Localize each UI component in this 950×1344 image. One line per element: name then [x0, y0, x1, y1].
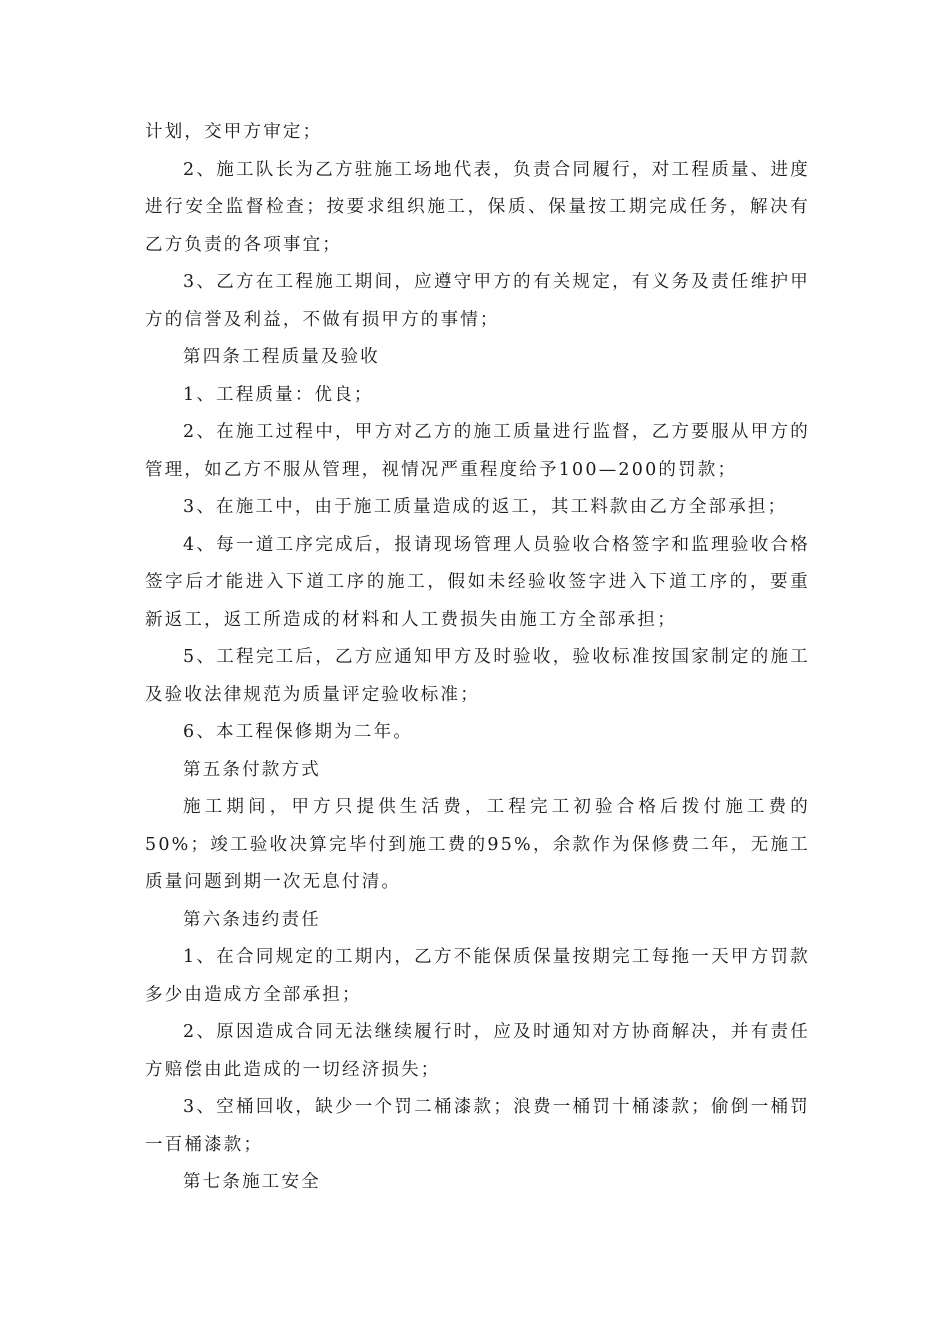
- paragraph-clause-6-2: 2、原因造成合同无法继续履行时，应及时通知对方协商解决，并有责任方赔偿由此造成的一切经济损失；: [145, 1022, 810, 1080]
- section-heading-article-4: 第四条工程质量及验收: [183, 347, 380, 367]
- paragraph-continuation: 计划，交甲方审定；: [145, 122, 323, 142]
- paragraph-payment-terms: 施工期间，甲方只提供生活费，工程完工初验合格后拨付施工费的50%；竣工验收决算完毕付到施工费的95%，余款作为保修费二年，无施工质量问题到期一次无息付清。: [145, 797, 810, 892]
- paragraph-clause-3-3: 3、乙方在工程施工期间，应遵守甲方的有关规定，有义务及责任维护甲方的信誉及利益，不做有损甲方的事情；: [145, 272, 810, 330]
- paragraph-clause-6-3: 3、空桶回收，缺少一个罚二桶漆款；浪费一桶罚十桶漆款；偷倒一桶罚一百桶漆款；: [145, 1097, 810, 1155]
- paragraph-clause-3-2: 2、施工队长为乙方驻施工场地代表，负责合同履行，对工程质量、进度进行安全监督检查；按要求组织施工，保质、保量按工期完成任务，解决有乙方负责的各项事宜；: [145, 159, 810, 255]
- section-heading-article-6: 第六条违约责任: [183, 909, 321, 930]
- paragraph-clause-4-6: 6、本工程保修期为二年。: [183, 722, 414, 742]
- paragraph-clause-4-4: 4、每一道工序完成后，报请现场管理人员验收合格签字和监理验收合格签字后才能进入下道工序的施工，假如未经验收签字进入下道工序的，要重新返工，返工所造成的材料和人工费损失由施工方全部承担；: [145, 534, 810, 630]
- paragraph-clause-4-5: 5、工程完工后，乙方应通知甲方及时验收，验收标准按国家制定的施工及验收法律规范为质量评定验收标准；: [145, 647, 810, 705]
- paragraph-clause-4-3: 3、在施工中，由于施工质量造成的返工，其工料款由乙方全部承担；: [183, 497, 788, 517]
- section-heading-article-5: 第五条付款方式: [183, 759, 321, 780]
- document-body: [145, 114, 810, 1202]
- section-heading-article-7: 第七条施工安全: [183, 1172, 321, 1192]
- paragraph-clause-4-2: 2、在施工过程中，甲方对乙方的施工质量进行监督，乙方要服从甲方的管理，如乙方不服从管理，视情况严重程度给予100—200的罚款；: [145, 422, 810, 480]
- paragraph-clause-4-1: 1、工程质量：优良；: [183, 384, 374, 405]
- paragraph-clause-6-1: 1、在合同规定的工期内，乙方不能保质保量按期完工每拖一天甲方罚款多少由造成方全部承担；: [145, 947, 810, 1005]
